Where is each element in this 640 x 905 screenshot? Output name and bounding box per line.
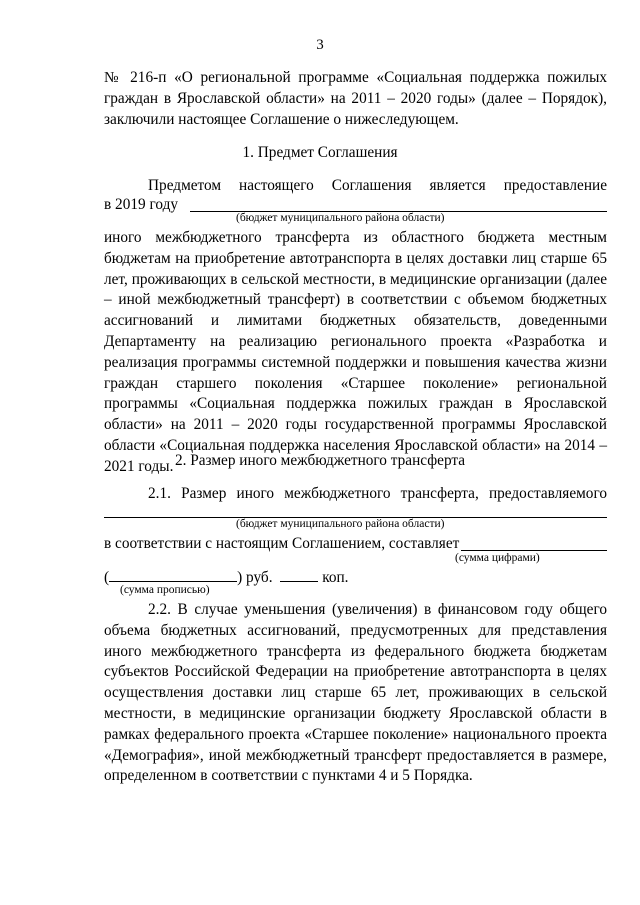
kopeck-blank xyxy=(280,567,318,582)
amount-words-blank xyxy=(109,567,237,582)
section-1-body: иного межбюджетного трансферта из областного бюджета местным бюджетам на приобретение автотранспорта в целях доставки лиц старше 65 лет, проживающих в сельской местности, в медицинские организации (далее – иной межбюджетный трансферт) в соответствии с объемом бюджетных ассигнований и лимитами бюджетных обязательств, доведенными Департаменту на реализацию регионального проекта «Разработка и реализация программы системной поддержки и повышения качества жизни граждан старшего поколения «Старшее поколение» региональной программы «Социальная поддержка пожилых граждан в Ярославской области» на 2011 – 2020 годы государственной программы Ярославской области «Социальная поддержка населения Ярославской области» на 2014 – 2021 годы. xyxy=(104,229,607,475)
kop-label: коп. xyxy=(322,569,349,586)
paragraph-2-2: 2.2. В случае уменьшения (увеличения) в финансовом году общего объема бюджетных ассигнований, предусмотренных для представления иного межбюджетного трансферта из федерального бюджета бюджетам субъектов Российской Федерации на приобретение автотранспорта в целях осуществления доставки лиц старше 65 лет, проживающих в сельской местности, в медицинские организации бюджету Ярославской области в рамках федерального проекта «Старшее поколение» национального проекта «Демография», иной межбюджетный трансферт предоставляется в размере, определенном в соответствии с пунктами 4 и 5 Порядка. xyxy=(104,601,607,785)
page-number: 3 xyxy=(316,37,324,53)
amount-digits-blank xyxy=(461,550,607,551)
paragraph-2-1-line-1: 2.1. Размер иного межбюджетного трансферта, предоставляемого xyxy=(148,485,607,502)
words-caption: (сумма прописью) xyxy=(120,584,210,596)
budget-caption-2: (бюджет муниципального района области) xyxy=(236,518,445,530)
intro-paragraph: № 216-п «О региональной программе «Социальная поддержка пожилых граждан в Ярославской области» на 2011 – 2020 годы» (далее – Порядок), заключили настоящее Соглашение о нижеследующем. xyxy=(104,69,607,128)
section-2-heading: 2. Размер иного межбюджетного трансферта xyxy=(174,452,466,469)
year-prefix: в 2019 году xyxy=(104,196,178,213)
rub-label: ) руб. xyxy=(237,569,273,586)
paren-open: ( xyxy=(104,569,110,586)
digits-caption: (сумма цифрами) xyxy=(455,552,540,564)
section-1-line-1: Предметом настоящего Соглашения является предоставление xyxy=(148,177,607,194)
amount-prefix: в соответствии с настоящим Соглашением, составляет xyxy=(104,535,460,552)
budget-caption-1: (бюджет муниципального района области) xyxy=(236,212,445,224)
section-1-heading: 1. Предмет Соглашения xyxy=(242,144,398,161)
